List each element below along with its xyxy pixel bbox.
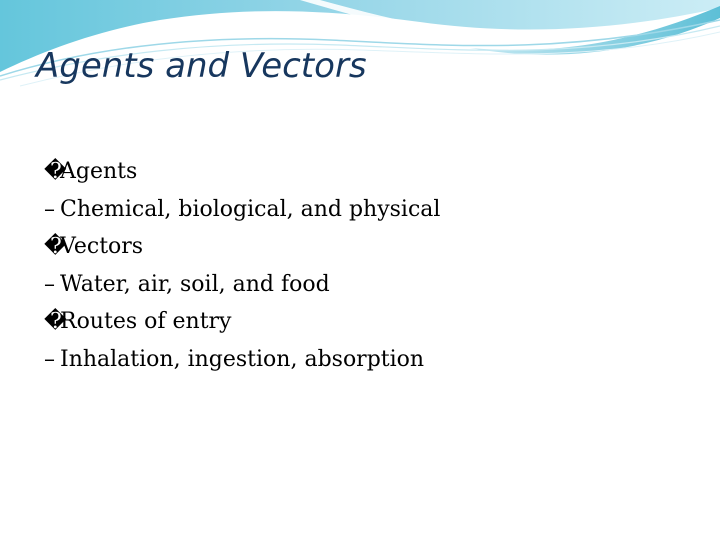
bullet-glyph: � (44, 234, 67, 260)
sub-item-text: Inhalation, ingestion, absorption (60, 346, 425, 372)
dash-glyph: – (44, 271, 55, 297)
bullet-text: Vectors (60, 234, 144, 260)
sub-item-vector-types (44, 266, 440, 304)
bullet-item-routes (44, 303, 440, 341)
sub-item-agent-types (44, 191, 440, 229)
sub-item-text: Chemical, biological, and physical (60, 196, 441, 222)
dash-glyph: – (44, 196, 55, 222)
bullet-glyph: � (44, 309, 67, 335)
bullet-item-agents (44, 153, 440, 191)
bullet-glyph: � (44, 159, 67, 184)
bullet-text: Agents (60, 159, 138, 184)
sub-item-route-types (44, 341, 440, 379)
bullet-text: Routes of entry (60, 309, 232, 335)
dash-glyph: – (44, 346, 55, 372)
slide-title: Agents and Vectors (36, 46, 367, 86)
bullet-item-vectors (44, 228, 440, 266)
slide-body-list (44, 153, 440, 379)
sub-item-text: Water, air, soil, and food (60, 271, 330, 297)
